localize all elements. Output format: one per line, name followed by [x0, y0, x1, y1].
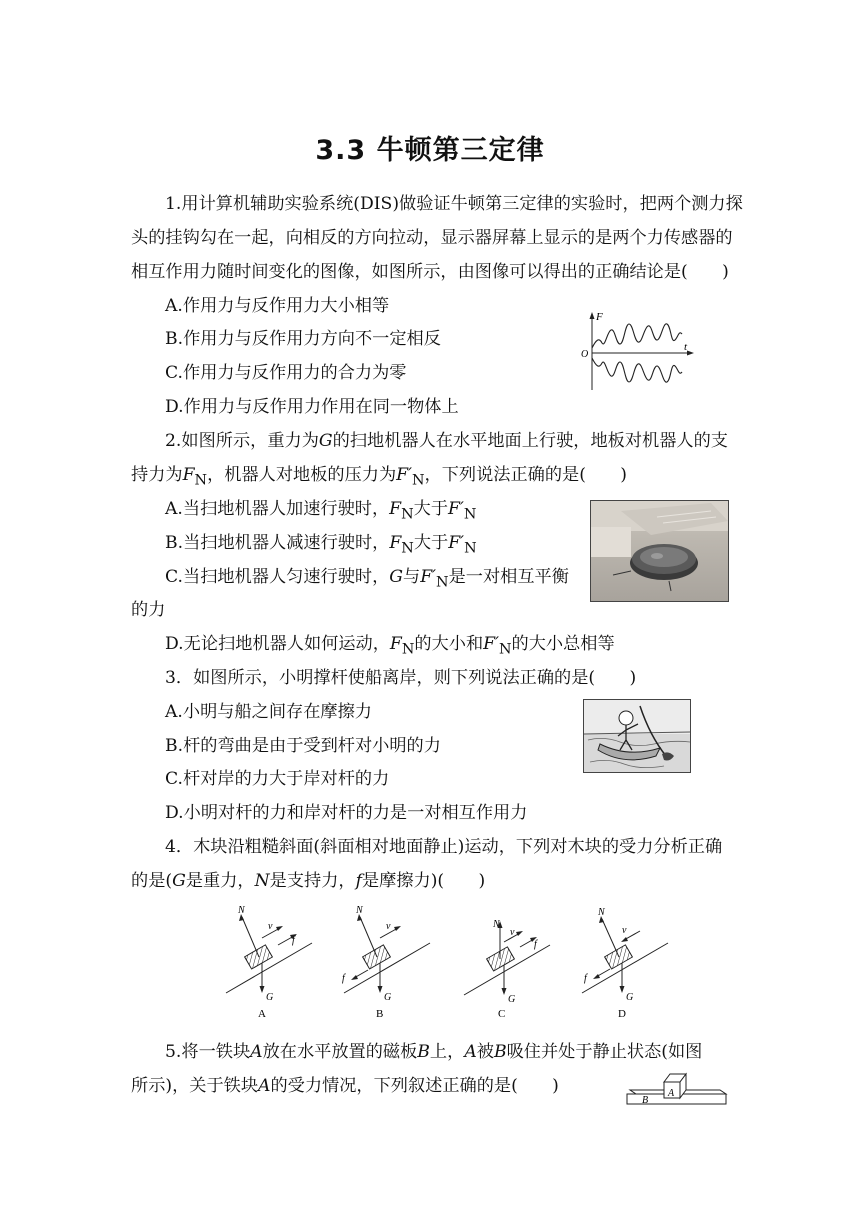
- boat-pole-illustration: [583, 699, 691, 773]
- diagram-b-v-label: v: [386, 921, 391, 932]
- diagram-d-label: D: [618, 1008, 626, 1020]
- robot-vacuum-photo: [590, 500, 729, 602]
- graph-origin-label: O: [581, 349, 589, 360]
- force-diagram-b: [340, 905, 440, 1023]
- q1-line-2: 头的挂钩勾在一起，向相反的方向拉动，显示器屏幕上显示的是两个力传感器的: [131, 228, 733, 248]
- diagram-d-n-label: N: [598, 907, 605, 918]
- graph-y-label: F: [596, 311, 603, 323]
- q2-option-c: C.当扫地机器人匀速行驶时，G与$F'_N$是一对相互平衡: [165, 567, 569, 591]
- q3-option-d: D.小明对杆的力和岸对杆的力是一对相互作用力: [165, 803, 528, 823]
- diagram-d-v-label: v: [622, 925, 627, 936]
- diagram-c-v-label: v: [510, 927, 515, 938]
- q2-option-a: A.当扫地机器人加速行驶时，$F_N$大于$F'_N$: [165, 499, 477, 523]
- diagram-b-f-label: f: [342, 973, 345, 984]
- diagram-c-label: C: [498, 1008, 506, 1020]
- magnet-b-label: B: [642, 1095, 649, 1106]
- q2-line-1: 2.如图所示，重力为G的扫地机器人在水平地面上行驶，地板对机器人的支: [165, 431, 728, 451]
- force-diagram-d: [578, 905, 678, 1023]
- q1-option-b: B.作用力与反作用力方向不一定相反: [165, 329, 441, 349]
- diagram-a-n-label: N: [238, 905, 245, 916]
- diagram-c-g-label: G: [508, 994, 516, 1005]
- q1-option-d: D.作用力与反作用力作用在同一物体上: [165, 397, 459, 417]
- diagram-d-g-label: G: [626, 992, 634, 1003]
- q2-option-b: B.当扫地机器人减速行驶时，$F_N$大于$F'_N$: [165, 533, 477, 557]
- q5-line-1: 5.将一铁块A放在水平放置的磁板B上，A被B吸住并处于静止状态(如图: [165, 1042, 703, 1062]
- q2-option-d: D.无论扫地机器人如何运动，$F_N$的大小和$F'_N$的大小总相等: [165, 634, 615, 658]
- q3-stem: 3．如图所示，小明撑杆使船离岸，则下列说法正确的是( ): [165, 668, 637, 688]
- force-diagram-a: [222, 905, 322, 1023]
- graph-x-label: t: [684, 341, 688, 353]
- diagram-a-v-label: v: [268, 921, 273, 932]
- q1-option-a: A.作用力与反作用力大小相等: [165, 296, 390, 316]
- diagram-d-f-label: f: [584, 973, 587, 984]
- diagram-c-n-label: N: [493, 919, 500, 930]
- diagram-c-f-label: f: [534, 939, 537, 950]
- q3-option-c: C.杆对岸的力大于岸对杆的力: [165, 769, 390, 789]
- diagram-b-n-label: N: [356, 905, 363, 916]
- q4-line-2: 的是(G是重力，N是支持力，f是摩擦力)( ): [131, 871, 486, 891]
- force-time-graph: [578, 310, 698, 392]
- q1-line-1: 1.用计算机辅助实验系统(DIS)做验证牛顿第三定律的实验时，把两个测力探: [165, 194, 743, 214]
- q3-option-a: A.小明与船之间存在摩擦力: [165, 702, 372, 722]
- diagram-b-g-label: G: [384, 992, 392, 1003]
- q1-option-c: C.作用力与反作用力的合力为零: [165, 363, 407, 383]
- diagram-a-label: A: [258, 1008, 266, 1020]
- diagram-b-label: B: [376, 1008, 384, 1020]
- diagram-a-g-label: G: [266, 992, 274, 1003]
- diagram-a-f-label: f: [292, 935, 295, 946]
- block-a-label: A: [668, 1088, 675, 1099]
- q5-line-2: 所示)，关于铁块A的受力情况，下列叙述正确的是( ): [131, 1076, 559, 1096]
- q4-line-1: 4．木块沿粗糙斜面(斜面相对地面静止)运动，下列对木块的受力分析正确: [165, 837, 723, 857]
- q1-line-3: 相互作用力随时间变化的图像，如图所示，由图像可以得出的正确结论是( ): [131, 262, 729, 282]
- magnet-block-figure: [624, 1068, 728, 1108]
- page-title: 3.3 牛顿第三定律: [315, 135, 545, 166]
- q2-option-c-cont: 的力: [131, 600, 166, 620]
- q2-line-2: 持力为$F_N$，机器人对地板的压力为$F'_N$，下列说法正确的是( ): [131, 465, 627, 489]
- force-diagram-c: [460, 905, 560, 1023]
- q3-option-b: B.杆的弯曲是由于受到杆对小明的力: [165, 736, 441, 756]
